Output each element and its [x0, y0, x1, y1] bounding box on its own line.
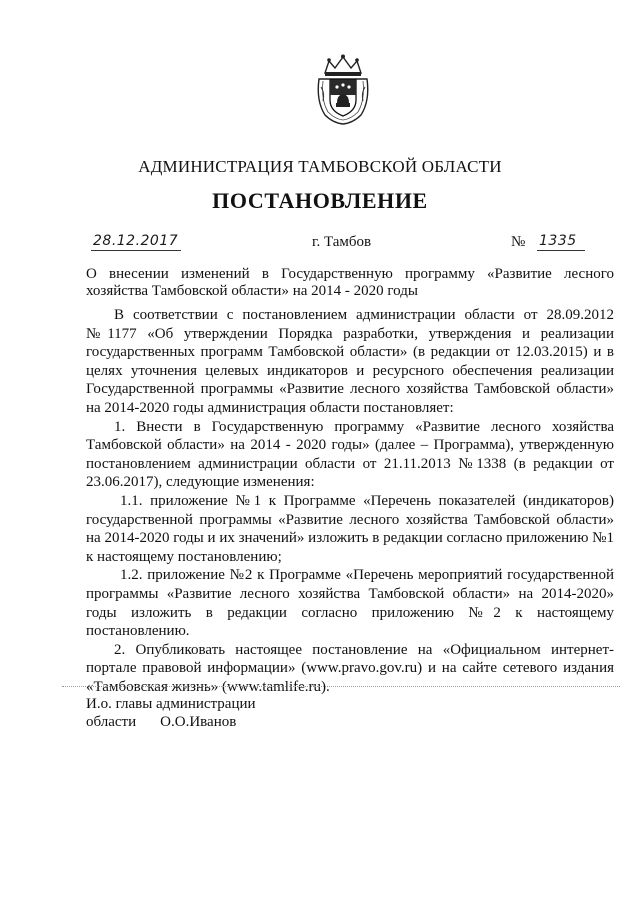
separator-line	[62, 686, 620, 688]
document-subject: О внесении изменений в Государственную программу «Развитие лесного хозяйства Тамбовской области» на 2014 - 2020 годы	[86, 266, 614, 299]
signatory-name: О.О.Иванов	[160, 714, 237, 730]
document-meta-row	[0, 233, 640, 255]
item-2-paragraph: 2. Опубликовать настоящее постановление на «Официальном интернет-портале правовой информации» (www.pravo.gov.ru) и на сайте сетевого издания «Тамбовская жизнь» (www.tamlife.ru).	[86, 641, 614, 695]
document-date: 28.12.2017	[91, 233, 181, 251]
document-type-title: ПОСТАНОВЛЕНИЕ	[212, 188, 428, 213]
signature-block	[86, 695, 256, 731]
item-1-2-paragraph: 1.2. приложение №2 к Программе «Перечень мероприятий государственной программы «Развитие лесного хозяйства Тамбовской области» на 2014-2020» годы изложить в редакции согласно приложению №2 к настоящему постановлению.	[86, 567, 614, 640]
document-city: г. Тамбов	[312, 234, 372, 250]
signature-title-line1: И.о. главы администрации	[86, 696, 256, 712]
signature-title-line2-row	[86, 713, 256, 731]
signature-title-line2: области	[86, 714, 137, 730]
preamble-paragraph: В соответствии с постановлением администрации области от 28.09.2012 №1177 «Об утверждении Порядка разработки, утверждения и реализации государственных программ Тамбовской области» (в редакции от 12.03.2015) и в целях уточнения целевых индикаторов и ресурсного обеспечения реализации Государственной программы «Развитие лесного хозяйства Тамбовской области» на 2014-2020 годы администрация области постановляет:	[86, 307, 614, 416]
agency-title: АДМИНИСТРАЦИЯ ТАМБОВСКОЙ ОБЛАСТИ	[138, 157, 502, 176]
document-number-label: №	[511, 234, 526, 250]
item-1-1-paragraph: 1.1. приложение №1 к Программе «Перечень показателей (индикаторов) государственной программы «Развитие лесного хозяйства Тамбовской области» на 2014-2020 годы и их значений» изложить в редакции согласно приложению №1 к настоящему постановлению;	[86, 492, 614, 565]
tambov-coat-of-arms-icon	[313, 53, 373, 125]
item-1-paragraph: 1. Внести в Государственную программу «Развитие лесного хозяйства Тамбовской области» на 2014 - 2020 годы» (далее – Программа), утвержденную постановлением администрации области от 21.11.2013 №1338 (в редакции от 23.06.2017), следующие изменения:	[86, 418, 614, 491]
document-body	[86, 306, 614, 696]
document-number: 1335	[537, 233, 585, 251]
